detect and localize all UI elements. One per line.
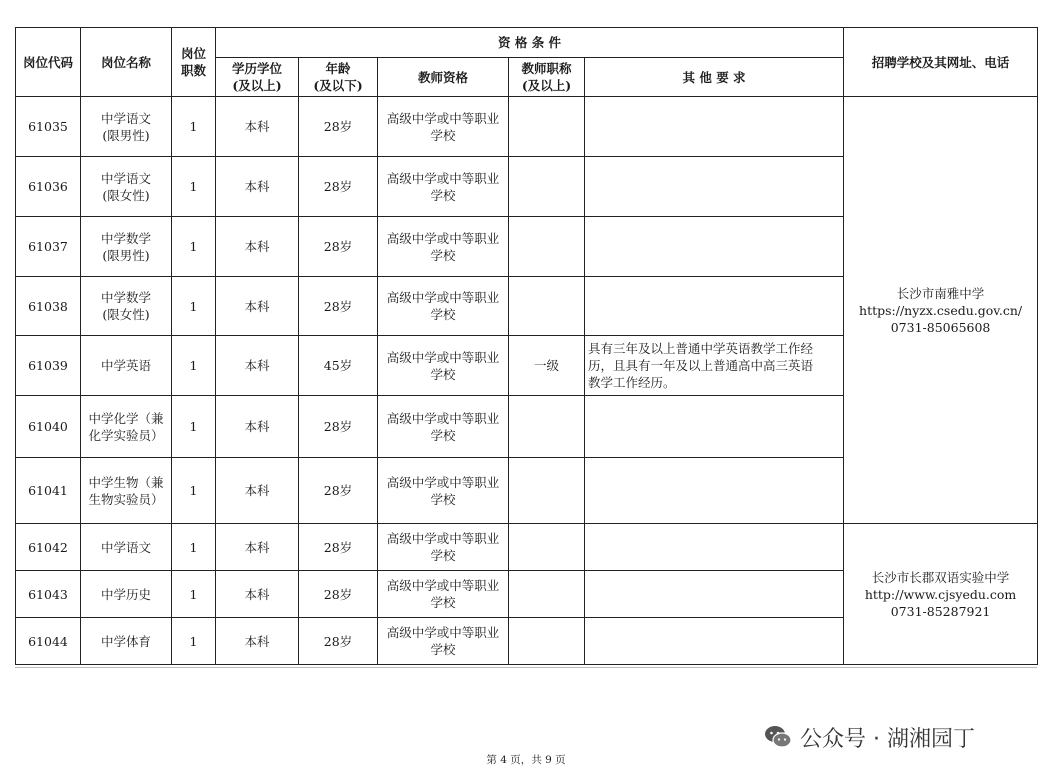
cell-qualification: 高级中学或中等职业 学校 — [378, 458, 509, 524]
cell-education: 本科 — [216, 618, 299, 665]
cell-count: 1 — [172, 336, 216, 396]
cell-age: 28岁 — [299, 157, 378, 217]
header-count: 岗位 职数 — [172, 28, 216, 97]
cell-count: 1 — [172, 524, 216, 571]
cell-other — [585, 524, 844, 571]
cell-education: 本科 — [216, 571, 299, 618]
header-age: 年龄 (及以下) — [299, 58, 378, 97]
cell-other — [585, 571, 844, 618]
header-code: 岗位代码 — [16, 28, 81, 97]
header-title: 教师职称 (及以上) — [509, 58, 585, 97]
cell-title — [509, 458, 585, 524]
cell-other — [585, 396, 844, 458]
cell-school — [844, 524, 1038, 665]
cell-code: 61037 — [16, 217, 81, 277]
cell-age: 28岁 — [299, 524, 378, 571]
cell-qualification: 高级中学或中等职业 学校 — [378, 97, 509, 157]
cell-qualification: 高级中学或中等职业 学校 — [378, 277, 509, 336]
cell-name: 中学化学（兼 化学实验员） — [81, 396, 172, 458]
cell-qualification: 高级中学或中等职业 学校 — [378, 618, 509, 665]
cell-count: 1 — [172, 618, 216, 665]
cell-other — [585, 618, 844, 665]
cell-code: 61041 — [16, 458, 81, 524]
cell-education: 本科 — [216, 277, 299, 336]
header-education: 学历学位 (及以上) — [216, 58, 299, 97]
table-row — [16, 97, 1038, 157]
cell-title — [509, 277, 585, 336]
header-qualifications: 资 格 条 件 — [216, 28, 844, 58]
cell-count: 1 — [172, 571, 216, 618]
cell-qualification: 高级中学或中等职业 学校 — [378, 571, 509, 618]
cell-code: 61042 — [16, 524, 81, 571]
cell-age: 28岁 — [299, 571, 378, 618]
cell-title — [509, 157, 585, 217]
cell-education: 本科 — [216, 97, 299, 157]
cell-other — [585, 458, 844, 524]
cell-age: 45岁 — [299, 336, 378, 396]
cell-title — [509, 97, 585, 157]
cell-education: 本科 — [216, 458, 299, 524]
cell-title — [509, 396, 585, 458]
cell-school — [844, 97, 1038, 524]
cell-code: 61035 — [16, 97, 81, 157]
cell-title — [509, 571, 585, 618]
cell-name: 中学英语 — [81, 336, 172, 396]
cell-qualification: 高级中学或中等职业 学校 — [378, 396, 509, 458]
cell-name: 中学数学 (限男性) — [81, 217, 172, 277]
cell-count: 1 — [172, 458, 216, 524]
cell-code: 61039 — [16, 336, 81, 396]
cell-name: 中学数学 (限女性) — [81, 277, 172, 336]
cell-other — [585, 157, 844, 217]
school-name: 长沙市南雅中学 — [896, 285, 985, 301]
school-url[interactable]: https://nyzx.csedu.gov.cn/ — [859, 302, 1023, 318]
cell-qualification: 高级中学或中等职业 学校 — [378, 336, 509, 396]
cell-name: 中学语文 (限女性) — [81, 157, 172, 217]
cell-name: 中学历史 — [81, 571, 172, 618]
school-name: 长沙市长郡双语实验中学 — [871, 569, 1010, 585]
cell-title — [509, 217, 585, 277]
cell-age: 28岁 — [299, 277, 378, 336]
cell-count: 1 — [172, 277, 216, 336]
cell-title — [509, 618, 585, 665]
cell-age: 28岁 — [299, 396, 378, 458]
cell-code: 61038 — [16, 277, 81, 336]
cell-other — [585, 277, 844, 336]
header-teacher-qualification: 教师资格 — [378, 58, 509, 97]
table-body — [16, 97, 1038, 665]
cell-education: 本科 — [216, 524, 299, 571]
cell-qualification: 高级中学或中等职业 学校 — [378, 217, 509, 277]
cell-code: 61040 — [16, 396, 81, 458]
cell-count: 1 — [172, 396, 216, 458]
school-phone: 0731-85287921 — [890, 603, 991, 619]
cell-title: 一级 — [509, 336, 585, 396]
cell-title — [509, 524, 585, 571]
school-url[interactable]: http://www.cjsyedu.com — [864, 586, 1017, 602]
watermark-text: 公众号 · 湖湘园丁 — [800, 726, 975, 752]
watermark — [764, 722, 975, 752]
header-name: 岗位名称 — [81, 28, 172, 97]
cell-count: 1 — [172, 97, 216, 157]
cell-code: 61036 — [16, 157, 81, 217]
school-phone: 0731-85065608 — [890, 319, 991, 335]
recruitment-table — [15, 27, 1038, 665]
cell-age: 28岁 — [299, 217, 378, 277]
footer-divider — [15, 667, 1037, 668]
table-row — [16, 524, 1038, 571]
cell-education: 本科 — [216, 396, 299, 458]
cell-count: 1 — [172, 217, 216, 277]
cell-code: 61043 — [16, 571, 81, 618]
cell-name: 中学体育 — [81, 618, 172, 665]
cell-age: 28岁 — [299, 618, 378, 665]
cell-qualification: 高级中学或中等职业 学校 — [378, 157, 509, 217]
cell-other — [585, 217, 844, 277]
cell-age: 28岁 — [299, 97, 378, 157]
header-other: 其 他 要 求 — [585, 58, 844, 97]
cell-code: 61044 — [16, 618, 81, 665]
cell-other — [585, 97, 844, 157]
cell-education: 本科 — [216, 336, 299, 396]
cell-other: 具有三年及以上普通中学英语教学工作经 历，且具有一年及以上普通高中高三英语 教学工作经历。 — [585, 336, 844, 396]
cell-name: 中学语文 (限男性) — [81, 97, 172, 157]
cell-name: 中学语文 — [81, 524, 172, 571]
header-school: 招聘学校及其网址、电话 — [844, 28, 1038, 97]
cell-age: 28岁 — [299, 458, 378, 524]
cell-education: 本科 — [216, 217, 299, 277]
cell-qualification: 高级中学或中等职业 学校 — [378, 524, 509, 571]
page-number: 第 4 页，共 9 页 — [486, 754, 566, 766]
cell-count: 1 — [172, 157, 216, 217]
cell-name: 中学生物（兼 生物实验员） — [81, 458, 172, 524]
wechat-icon — [764, 724, 792, 750]
cell-education: 本科 — [216, 157, 299, 217]
